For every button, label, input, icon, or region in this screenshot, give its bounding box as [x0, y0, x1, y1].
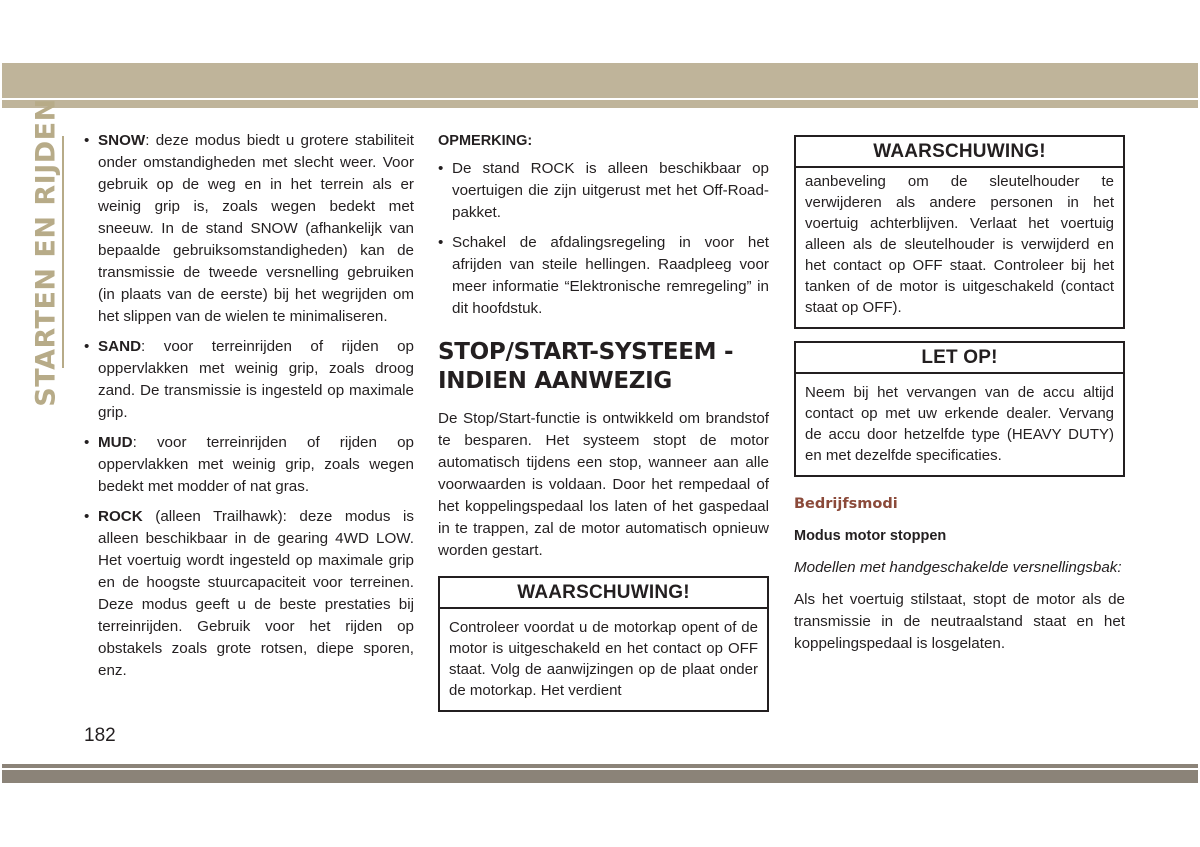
- column-2: [438, 130, 769, 712]
- mode-rock: • ROCK (alleen Trailhawk): deze modus is alleen beschikbaar in de gearing 4WD LOW. Het voertuig wordt ingesteld op maximale grip en de hoogste stuurcapaciteit voor terreinen. Deze modus geeft u de beste prestaties bij terreinrijden. Gebruik voor het rijden op obstakels zoals grote rotsen, diepe sporen, enz.: [84, 508, 414, 679]
- note-item: • De stand ROCK is alleen beschikbaar op voertuigen die zijn uitgerust met het Off-Road-pakket.: [438, 160, 769, 221]
- mode-text: : voor terreinrijden of rijden op oppervlakken met weinig grip, zoals droog zand. De transmissie is ingesteld op maximale grip.: [98, 338, 414, 421]
- mode-sand: • SAND: voor terreinrijden of rijden op oppervlakken met weinig grip, zoals droog zand. De transmissie is ingesteld op maximale grip.: [84, 338, 414, 421]
- page-number: 182: [84, 725, 116, 746]
- intro-paragraph: De Stop/Start-functie is ontwikkeld om brandstof te besparen. Het systeem stopt de motor automatisch tijdens een stop, wanneer aan alle voorwaarden is voldaan. Door het rempedaal of het koppelingspedaal los laten of het gaspedaal in te trappen, zal de motor automatisch opnieuw worden gestart.: [438, 410, 769, 559]
- warning-box: [438, 576, 769, 712]
- mode-text: (alleen Trailhawk): deze modus is alleen beschikbaar in de gearing 4WD LOW. Het voertuig wordt ingesteld op maximale grip en de hoogste stuurcapaciteit voor terreinen. Deze modus geeft u de beste prestaties bij terreinrijden. Gebruik voor het rijden op obstakels zoals grote rotsen, diepe sporen, enz.: [98, 508, 414, 679]
- warning-box-continued: [794, 135, 1125, 329]
- chapter-tab: [28, 97, 64, 407]
- chapter-tab-label: STARTEN EN RIJDEN: [30, 97, 62, 407]
- chapter-tab-rule: [62, 136, 64, 368]
- note-label: OPMERKING:: [438, 133, 533, 149]
- warning-text: aanbeveling om de sleutelhouder te verwijderen als andere personen in het voertuig achterblijven. Verlaat het voertuig alleen als de sleutelhouder is verwijderd en het contact op OFF staat. Controleer bij het tanken of de motor is uitgeschakeld (contact staat op OFF).: [805, 173, 1114, 316]
- mode-term: SNOW: [98, 132, 146, 149]
- caution-title: LET OP!: [796, 343, 1123, 374]
- mode-term: MUD: [98, 434, 133, 451]
- mode-text: : voor terreinrijden of rijden op oppervlakken met weinig grip, zoals wegen bedekt met modder of nat gras.: [98, 434, 414, 495]
- model-note: Modellen met handgeschakelde versnellingsbak:: [794, 559, 1122, 576]
- mode-term: SAND: [98, 338, 142, 355]
- column-3: [794, 135, 1125, 665]
- caution-box: [794, 341, 1125, 477]
- mode-mud: • MUD: voor terreinrijden of rijden op oppervlakken met weinig grip, zoals wegen bedekt met modder of nat gras.: [84, 434, 414, 495]
- footer-band: [2, 770, 1198, 783]
- mode-term: ROCK: [98, 508, 143, 525]
- warning-title: WAARSCHUWING!: [796, 137, 1123, 168]
- note-item: • Schakel de afdalingsregeling in voor het afrijden van steile hellingen. Raadpleeg voor meer informatie “Elektronische remregeling” in dit hoofdstuk.: [438, 234, 769, 317]
- header-band: [2, 63, 1198, 98]
- warning-title: WAARSCHUWING!: [440, 578, 767, 609]
- body-paragraph: Als het voertuig stilstaat, stopt de motor als de transmissie in de neutraalstand staat en het koppelingspedaal is losgelaten.: [794, 591, 1125, 652]
- mode-snow: • SNOW: deze modus biedt u grotere stabiliteit onder omstandigheden met slecht weer. Voor gebruik op de weg en in het terrein als er weinig grip is, zoals wegen bedekt met sneeuw. In de stand SNOW (afhankelijk van bepaalde gebruiksomstandigheden) kan de transmissie de tweede versnelling gebruiken (in plaats van de eerste) bij het wegrijden om het slippen van de wielen te minimaliseren.: [84, 132, 414, 325]
- column-1: [84, 130, 414, 690]
- warning-text: Controleer voordat u de motorkap opent of de motor is uitgeschakeld en het contact op OFF staat. Volg de aanwijzingen op de plaat onder de motorkap. Het verdient: [449, 619, 758, 699]
- mode-text: : deze modus biedt u grotere stabiliteit onder omstandigheden met slecht weer. Voor gebruik op de weg en in het terrein als er weinig grip is, zoals wegen bedekt met sneeuw. In de stand SNOW (afhankelijk van bepaalde gebruiksomstandigheden) kan de transmissie de tweede versnelling gebruiken (in plaats van de eerste) bij het wegrijden om het slippen van de wielen te minimaliseren.: [98, 132, 414, 325]
- subsection-heading: Bedrijfsmodi: [794, 496, 898, 512]
- header-rule: [2, 100, 1198, 108]
- section-title: STOP/START-SYSTEEM - INDIEN AANWEZIG: [438, 339, 734, 394]
- caution-text: Neem bij het vervangen van de accu altijd contact op met uw erkende dealer. Vervang de accu door hetzelfde type (HEAVY DUTY) en met dezelfde specificaties.: [805, 384, 1114, 464]
- mode-heading: Modus motor stoppen: [794, 528, 947, 544]
- footer-rule: [2, 764, 1198, 768]
